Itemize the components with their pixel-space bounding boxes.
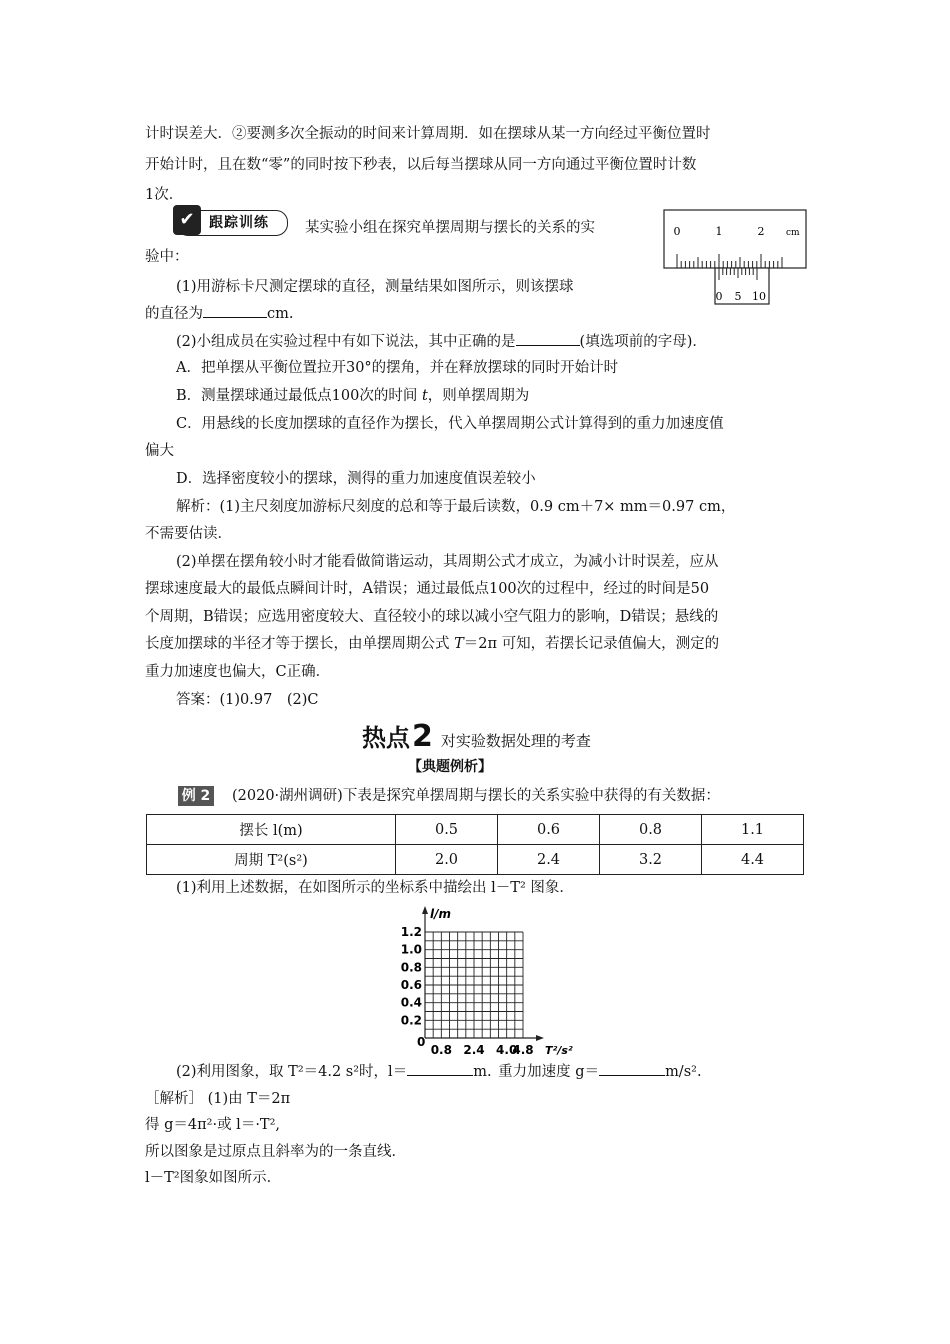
- y-tick-label: 1.0: [400, 942, 422, 957]
- table-row: [147, 845, 804, 875]
- example-intro: (2020·湖州调研)下表是探究单摆周期与摆长的关系实验中获得的有关数据：: [232, 788, 720, 804]
- hotspot-title: 对实验数据处理的考查: [440, 732, 591, 750]
- answer-blank: [516, 331, 580, 346]
- training-intro: 某实验小组在探究单摆周期与摆长的关系的实: [305, 220, 595, 236]
- hotspot-heading: [362, 718, 591, 754]
- vernier-caliper-figure: [662, 208, 810, 308]
- y-tick-label: 0.2: [400, 1013, 422, 1028]
- solution-2-cont: 重力加速度也偏大，C正确．: [145, 664, 331, 680]
- y-tick-label: 0.8: [400, 960, 422, 975]
- main-scale-label: 1: [715, 225, 723, 238]
- solution-1: 解析：(1)主尺刻度加游标尺刻度的总和等于最后读数，0.9 cm＋7× mm＝0.97 cm，: [176, 499, 736, 515]
- paragraph-line: 开始计时，且在数“零”的同时按下秒表，以后每当摆球从同一方向通过平衡位置时计数: [145, 157, 697, 173]
- y-axis-title: l/m: [430, 907, 451, 921]
- paragraph-line: 1次．: [145, 187, 184, 203]
- y-tick-label: 0.6: [400, 978, 422, 992]
- question-1: (1)用游标卡尺测定摆球的直径，测量结果如图所示，则该摆球: [176, 279, 574, 295]
- table-header-cell: 摆长 l(m): [147, 815, 396, 845]
- table-cell: 3.2: [600, 845, 702, 875]
- x-axis-arrow: [536, 1035, 544, 1041]
- y-tick-label: 1.2: [400, 925, 422, 939]
- question-1-cont: 的直径为 cm.: [145, 303, 293, 324]
- solution-1-cont: 不需要估读．: [145, 526, 232, 542]
- x-tick-label: 2.4: [463, 1043, 485, 1057]
- vernier-scale-label: 0: [715, 290, 723, 303]
- answer-blank: [203, 303, 267, 318]
- analysis-line: 得 g＝4π²·或 l＝·T²,: [145, 1117, 281, 1133]
- answer-blank: [407, 1061, 473, 1076]
- origin-label: 0: [417, 1035, 426, 1049]
- option-c: C．用悬线的长度加摆球的直径作为摆长，代入单摆周期公式计算得到的重力加速度值: [176, 416, 724, 432]
- table-header-cell: 周期 T²(s²): [147, 845, 396, 875]
- table-cell: 4.4: [702, 845, 804, 875]
- vernier-scale-label: 10: [752, 290, 766, 303]
- x-tick-label: 0.8: [430, 1043, 452, 1057]
- plot-question: (1)利用上述数据，在如图所示的坐标系中描绘出 l－T² 图象．: [176, 880, 574, 896]
- training-badge-label: 跟踪训练: [209, 215, 269, 231]
- option-d: D．选择密度较小的摆球，测得的重力加速度值误差较小: [176, 471, 536, 487]
- check-icon: ✔: [173, 205, 201, 235]
- training-intro-cont: 验中：: [145, 249, 189, 265]
- option-a: A．把单摆从平衡位置拉开30°的摆角，并在释放摆球的同时开始计时: [176, 360, 619, 376]
- main-scale-ticks: [677, 254, 782, 268]
- answer-line: 答案：(1)0.97 (2)C: [176, 692, 319, 708]
- table-cell: 0.6: [498, 815, 600, 845]
- x-tick-label: 4.8: [512, 1043, 534, 1057]
- option-c-cont: 偏大: [145, 443, 174, 459]
- data-table: [146, 814, 804, 875]
- example-badge: 例 2: [178, 786, 214, 806]
- chart-grid: [425, 932, 523, 1038]
- x-axis-labels: [431, 1043, 534, 1057]
- paragraph-line: 计时误差大．②要测多次全振动的时间来计算周期．如在摆球从某一方向经过平衡位置时: [145, 126, 711, 142]
- table-cell: 2.4: [498, 845, 600, 875]
- analysis-line: ［解析］ (1)由 T＝2π: [145, 1091, 291, 1107]
- main-scale-label: 0: [673, 225, 681, 238]
- y-axis-labels: [401, 925, 422, 1027]
- question-2: (2)小组成员在实验过程中有如下说法，其中正确的是 (填选项前的字母)．: [176, 331, 707, 352]
- y-tick-label: 0.4: [400, 995, 422, 1010]
- table-cell: 0.5: [396, 815, 498, 845]
- coordinate-grid-chart: [380, 900, 600, 1060]
- table-cell: 0.8: [600, 815, 702, 845]
- main-scale-label: 2: [757, 225, 765, 238]
- question-2b: (2)利用图象，取 T²＝4.2 s²时，l＝ m. 重力加速度 g＝ m/s².: [176, 1061, 702, 1082]
- hotspot-number: 2: [412, 719, 433, 754]
- y-axis-arrow: [422, 906, 428, 914]
- answer-blank: [599, 1061, 665, 1076]
- main-scale-unit: cm: [786, 228, 800, 238]
- table-cell: 2.0: [396, 845, 498, 875]
- section-label: 【典题例析】: [408, 759, 492, 775]
- table-row: [147, 815, 804, 845]
- x-axis-title: T²/s²: [545, 1044, 573, 1057]
- option-b: B．测量摆球通过最低点100次的时间 t，则单摆周期为: [176, 388, 530, 404]
- solution-2-cont: 摆球速度最大的最低点瞬间计时，A错误；通过最低点100次的过程中，经过的时间是50: [145, 581, 710, 597]
- x-tick-label: 4.0: [496, 1043, 518, 1057]
- solution-2-cont: 长度加摆球的半径才等于摆长，由单摆周期公式 T＝2π 可知，若摆长记录值偏大，测定的: [145, 636, 720, 652]
- solution-2: (2)单摆在摆角较小时才能看做简谐运动，其周期公式才成立，为减小计时误差，应从: [176, 554, 719, 570]
- analysis-line: 所以图象是过原点且斜率为的一条直线．: [145, 1144, 406, 1160]
- hotspot-word: 热点: [362, 724, 410, 752]
- caliper-main-frame: [664, 210, 806, 268]
- solution-2-cont: 个周期，B错误；应选用密度较大、直径较小的球以减小空气阻力的影响，D错误；悬线的: [145, 609, 719, 625]
- vernier-scale-label: 5: [734, 290, 742, 303]
- analysis-line: l－T²图象如图所示．: [145, 1170, 282, 1186]
- table-cell: 1.1: [702, 815, 804, 845]
- training-badge: [176, 210, 288, 236]
